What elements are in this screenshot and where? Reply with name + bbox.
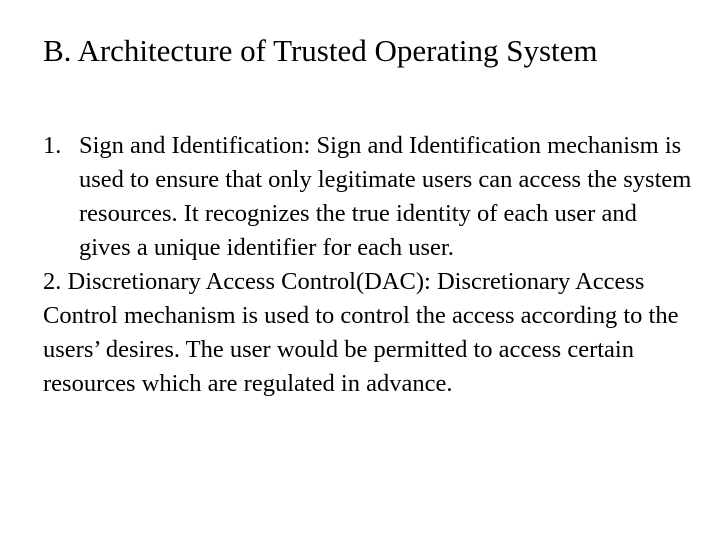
- list-item-text: Sign and Identification: Sign and Identification mechanism is used to ensure that only legitimate users can access the system resources. It recognizes the true identity of each user and gives a unique identifier for each user.: [79, 132, 692, 261]
- list-item-number: 1.: [43, 132, 62, 159]
- slide-body: [43, 129, 693, 401]
- list-item-sign-identification: [43, 129, 693, 265]
- list-item-text: Discretionary Access Control(DAC): Discretionary Access Control mechanism is used to control the access according to the users’ desires. The user would be permitted to access certain resources which are regulated in advance.: [43, 268, 679, 397]
- list-item-discretionary-access-control: [43, 265, 693, 401]
- slide-title: B. Architecture of Trusted Operating System: [43, 33, 598, 68]
- list-item-number: 2.: [43, 268, 62, 295]
